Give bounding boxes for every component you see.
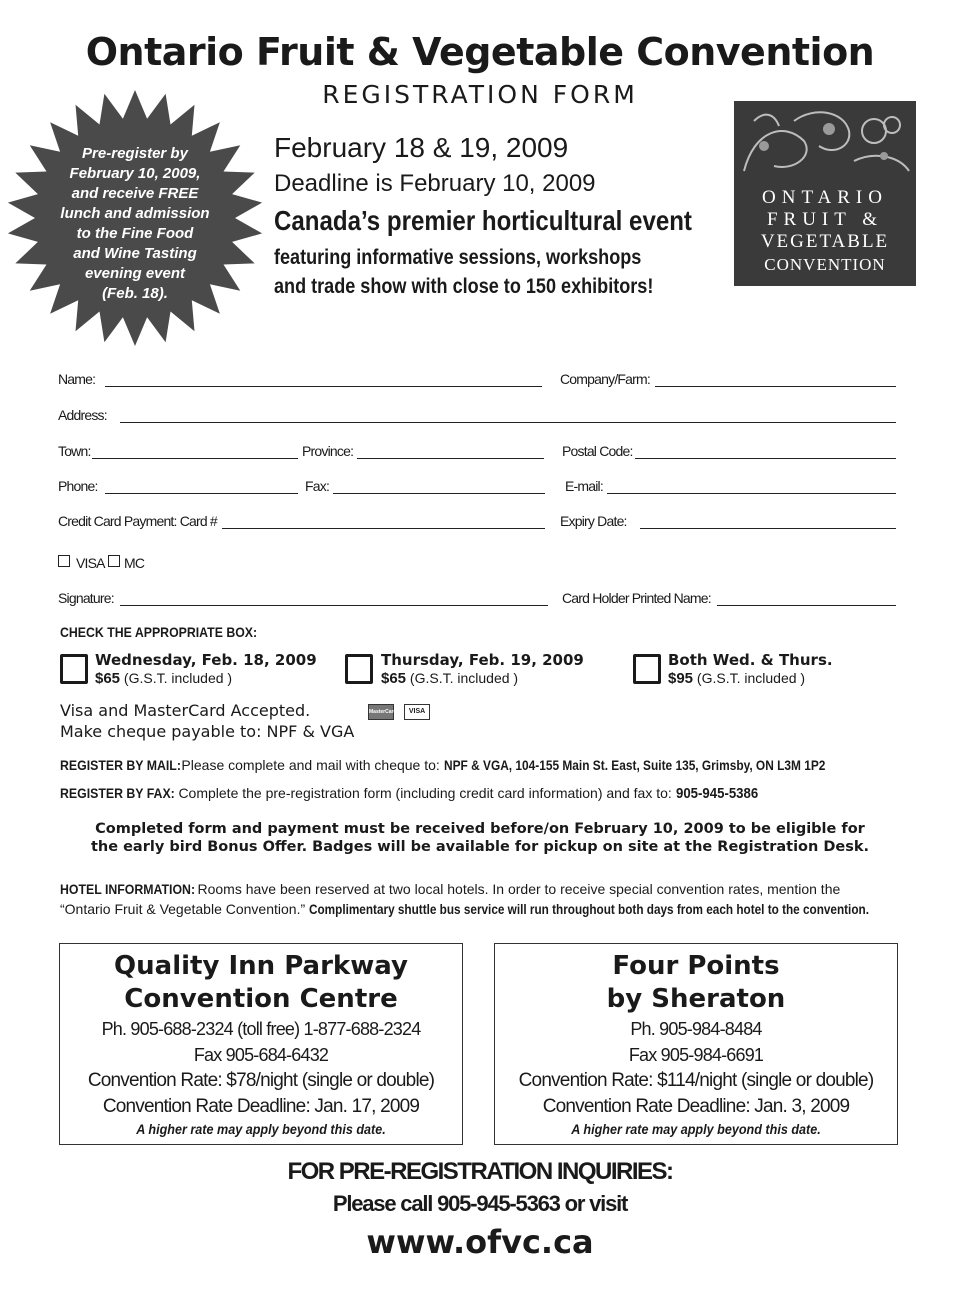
visa-label: VISA <box>76 555 105 571</box>
town-field[interactable] <box>92 458 298 459</box>
fax-label: Fax: <box>305 478 330 494</box>
address-field[interactable] <box>120 422 896 423</box>
offer-line: evening event <box>84 265 186 282</box>
tagline: Canada’s premier horticultural event <box>274 205 692 236</box>
offer-line: February 10, 2009, <box>69 165 201 182</box>
thursday-checkbox[interactable] <box>345 654 373 684</box>
mail-address: NPF & VGA, 104-155 Main St. East, Suite 135, Grimsby, ON L3M 1P2 <box>443 757 826 773</box>
options-heading: CHECK THE APPROPRIATE BOX: <box>60 624 258 640</box>
postal-code-field[interactable] <box>635 458 896 459</box>
notice-line: the early bird Bonus Offer. Badges will be available for pickup on site at the Registration Desk. <box>90 839 870 855</box>
card-number-label: Credit Card Payment: Card # <box>58 513 217 529</box>
register-by-mail <box>60 757 892 773</box>
option-title: Wednesday, Feb. 18, 2009 <box>95 651 317 669</box>
option-title: Thursday, Feb. 19, 2009 <box>381 651 584 669</box>
visa-checkbox[interactable] <box>58 555 70 567</box>
hotel-phone: Ph. 905-688-2324 (toll free) 1-877-688-2324 <box>101 1019 421 1039</box>
address-label: Address: <box>58 407 107 423</box>
cards-accepted: Visa and MasterCard Accepted. <box>60 701 311 720</box>
description-line: and trade show with close to 150 exhibitors! <box>274 275 654 298</box>
mc-checkbox[interactable] <box>108 555 120 567</box>
hotel-name: by Sheraton <box>606 984 786 1014</box>
signature-label: Signature: <box>58 590 114 606</box>
price: $95 <box>668 670 694 687</box>
hotel-rate-deadline: Convention Rate Deadline: Jan. 17, 2009 <box>102 1096 420 1117</box>
offer-line: Pre-register by <box>82 145 188 162</box>
email-field[interactable] <box>607 493 896 494</box>
option-price <box>381 670 518 687</box>
offer-line: and Wine Tasting <box>73 245 197 262</box>
company-label: Company/Farm: <box>560 371 650 387</box>
expiry-field[interactable] <box>640 528 896 529</box>
expiry-label: Expiry Date: <box>560 513 627 529</box>
fruit-illustration-icon <box>734 101 916 181</box>
wednesday-checkbox[interactable] <box>60 654 88 684</box>
name-label: Name: <box>58 371 96 387</box>
fax-number: 905-945-5386 <box>675 785 758 802</box>
hotel-name: Convention Centre <box>124 984 398 1014</box>
payment-info <box>60 700 354 742</box>
option-price <box>95 670 232 687</box>
offer-line: and receive FREE <box>71 185 199 202</box>
fax-text: Complete the pre-registration form (including credit card information) and fax to: <box>178 785 672 801</box>
card-holder-label: Card Holder Printed Name: <box>562 590 711 606</box>
tax-note: (G.S.T. included ) <box>696 670 806 686</box>
town-label: Town: <box>58 443 91 459</box>
both-days-checkbox[interactable] <box>633 654 661 684</box>
registration-deadline: Deadline is February 10, 2009 <box>274 170 596 197</box>
description-line: featuring informative sessions, workshops <box>274 246 642 269</box>
price: $65 <box>95 670 121 687</box>
notice-line: Completed form and payment must be received before/on February 10, 2009 to be eligible for <box>95 821 865 837</box>
cheque-payable: Make cheque payable to: NPF & VGA <box>60 722 355 741</box>
hotel-info-mention: “Ontario Fruit & Vegetable Convention.” <box>60 901 306 917</box>
logo-line: ONTARIO <box>762 187 888 208</box>
email-label: E-mail: <box>565 478 603 494</box>
convention-logo <box>734 101 916 286</box>
hotel-information <box>60 879 920 919</box>
logo-line: CONVENTION <box>764 255 886 274</box>
visa-icon: VISA <box>404 704 430 720</box>
offer-line: to the Fine Food <box>76 225 194 242</box>
hotel-fax: Fax 905-984-6691 <box>628 1045 764 1065</box>
hotel-note: A higher rate may apply beyond this date. <box>571 1121 821 1137</box>
hotel-fax: Fax 905-684-6432 <box>193 1045 329 1065</box>
logo-line: FRUIT & <box>766 209 884 230</box>
tax-note: (G.S.T. included ) <box>123 670 233 686</box>
event-dates: February 18 & 19, 2009 <box>274 132 569 163</box>
fax-label: REGISTER BY FAX: <box>60 785 175 801</box>
hotel-info-label: HOTEL INFORMATION: <box>60 881 196 897</box>
hotel-card-quality-inn <box>59 943 463 1145</box>
shuttle-info: Complimentary shuttle bus service will run throughout both days from each hotel to the convention. <box>309 901 869 917</box>
option-title: Both Wed. & Thurs. <box>668 651 833 669</box>
hotel-rate-deadline: Convention Rate Deadline: Jan. 3, 2009 <box>542 1096 850 1117</box>
card-number-field[interactable] <box>222 528 545 529</box>
province-label: Province: <box>302 443 354 459</box>
province-field[interactable] <box>357 458 544 459</box>
price: $65 <box>381 670 407 687</box>
bonus-notice <box>40 820 920 856</box>
form-subtitle: REGISTRATION FORM <box>322 80 638 109</box>
mail-text: Please complete and mail with cheque to: <box>181 757 440 773</box>
signature-field[interactable] <box>120 605 548 606</box>
company-field[interactable] <box>655 386 896 387</box>
fax-field[interactable] <box>333 493 545 494</box>
inquiries-phone: Please call 905-945-5363 or visit <box>332 1191 628 1216</box>
page-title: Ontario Fruit & Vegetable Convention <box>85 30 875 74</box>
mastercard-icon: MasterCard <box>368 704 394 720</box>
offer-line: lunch and admission <box>60 205 210 222</box>
mail-label: REGISTER BY MAIL: <box>60 757 181 773</box>
hotel-name: Quality Inn Parkway <box>114 951 408 981</box>
event-description <box>274 243 738 301</box>
name-field[interactable] <box>105 386 542 387</box>
hotel-card-four-points <box>494 943 898 1145</box>
card-holder-field[interactable] <box>717 605 896 606</box>
hotel-note: A higher rate may apply beyond this date. <box>136 1121 386 1137</box>
mc-label: MC <box>124 555 145 571</box>
hotel-info-text: Rooms have been reserved at two local hotels. In order to receive special convention rates, mention the <box>197 881 841 897</box>
pre-register-offer <box>44 144 226 304</box>
tax-note: (G.S.T. included ) <box>409 670 519 686</box>
inquiries-heading: FOR PRE-REGISTRATION INQUIRIES: <box>287 1158 673 1185</box>
offer-line: (Feb. 18). <box>102 285 168 302</box>
option-price <box>668 670 805 687</box>
register-by-fax <box>60 785 769 802</box>
postal-code-label: Postal Code: <box>562 443 633 459</box>
hotel-rate: Convention Rate: $78/night (single or double) <box>87 1070 435 1091</box>
hotel-phone: Ph. 905-984-8484 <box>630 1019 762 1039</box>
logo-line: VEGETABLE <box>760 231 890 252</box>
website-link[interactable]: www.ofvc.ca <box>366 1223 594 1261</box>
hotel-name: Four Points <box>612 951 780 981</box>
phone-label: Phone: <box>58 478 98 494</box>
phone-field[interactable] <box>105 493 298 494</box>
hotel-rate: Convention Rate: $114/night (single or double) <box>518 1070 874 1091</box>
